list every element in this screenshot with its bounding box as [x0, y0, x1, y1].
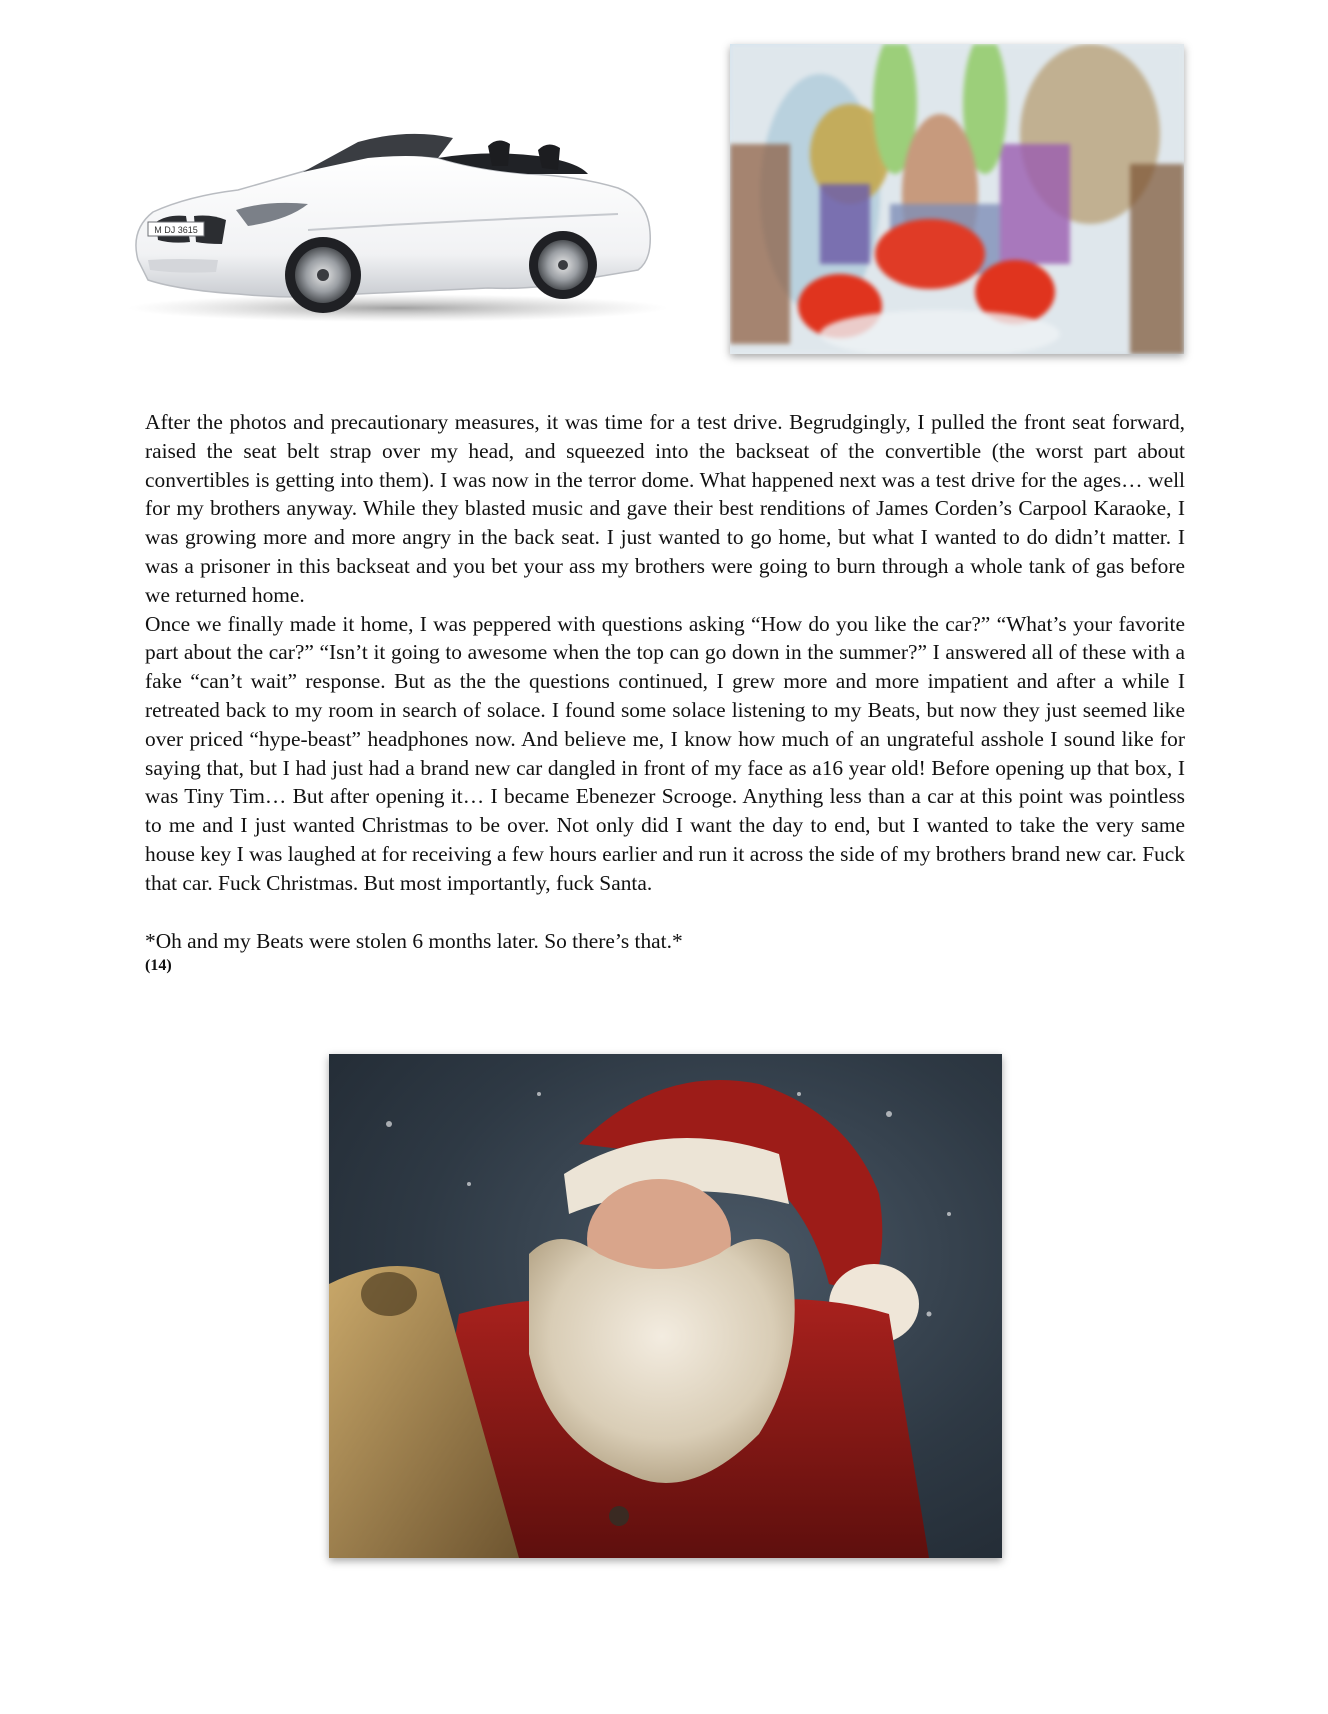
story-text — [145, 408, 1185, 977]
paragraph-after-home: Once we finally made it home, I was peppered with questions asking “How do you like the car?” “What’s your favorite part about the car?” “Isn’t it going to awesome when the top can go down in the summer?” I answered all of these with a fake “can’t wait” response. But as the the questions continued, I grew more and more impatient and after a while I retreated back to my room in search of solace. I found some solace listening to my Beats, but now they just seemed like over priced “hype-beast” headphones now. And believe me, I know how much of an ungrateful asshole I sound like for saying that, but I had just had a brand new car dangled in front of my face as a16 year old! Before opening up that box, I was Tiny Tim… But after opening it… I became Ebenezer Scrooge. Anything less than a car at this point was pointless to me and I just wanted Christmas to be over. Not only did I want the day to end, but I wanted to take the very same house key I was laughed at for receiving a few hours earlier and run it across the side of my brothers brand new car. Fuck that car. Fuck Christmas. But most importantly, fuck Santa. — [145, 611, 1185, 895]
cartoon-meme-photo — [730, 44, 1184, 354]
santa-photo — [329, 1054, 1002, 1558]
license-plate: M DJ 3615 — [154, 225, 198, 235]
convertible-car-illustration — [108, 110, 668, 325]
blurred-crab-cartoon — [730, 44, 1184, 354]
page-number: (14) — [145, 957, 172, 975]
car-photo — [108, 110, 668, 325]
paragraph-test-drive: After the photos and precautionary measures, it was time for a test drive. Begrudgingly, I pulled the front seat forward, raised the seat belt strap over my head, and squeezed into the backseat of the convertible (the worst part about convertibles is getting into them). I was now in the terror dome. What happened next was a test drive for the ages… well for my brothers anyway. While they blasted music and gave their best renditions of James Corden’s Carpool Karaoke, I was growing more and more angry in the back seat. I just wanted to go home, but what I wanted to do didn’t matter. I was a prisoner in this backseat and you bet your ass my brothers were going to burn through a whole tank of gas before we returned home. — [145, 410, 1185, 607]
footnote: *Oh and my Beats were stolen 6 months later. So there’s that.* — [145, 928, 683, 953]
santa-illustration — [329, 1054, 1002, 1558]
